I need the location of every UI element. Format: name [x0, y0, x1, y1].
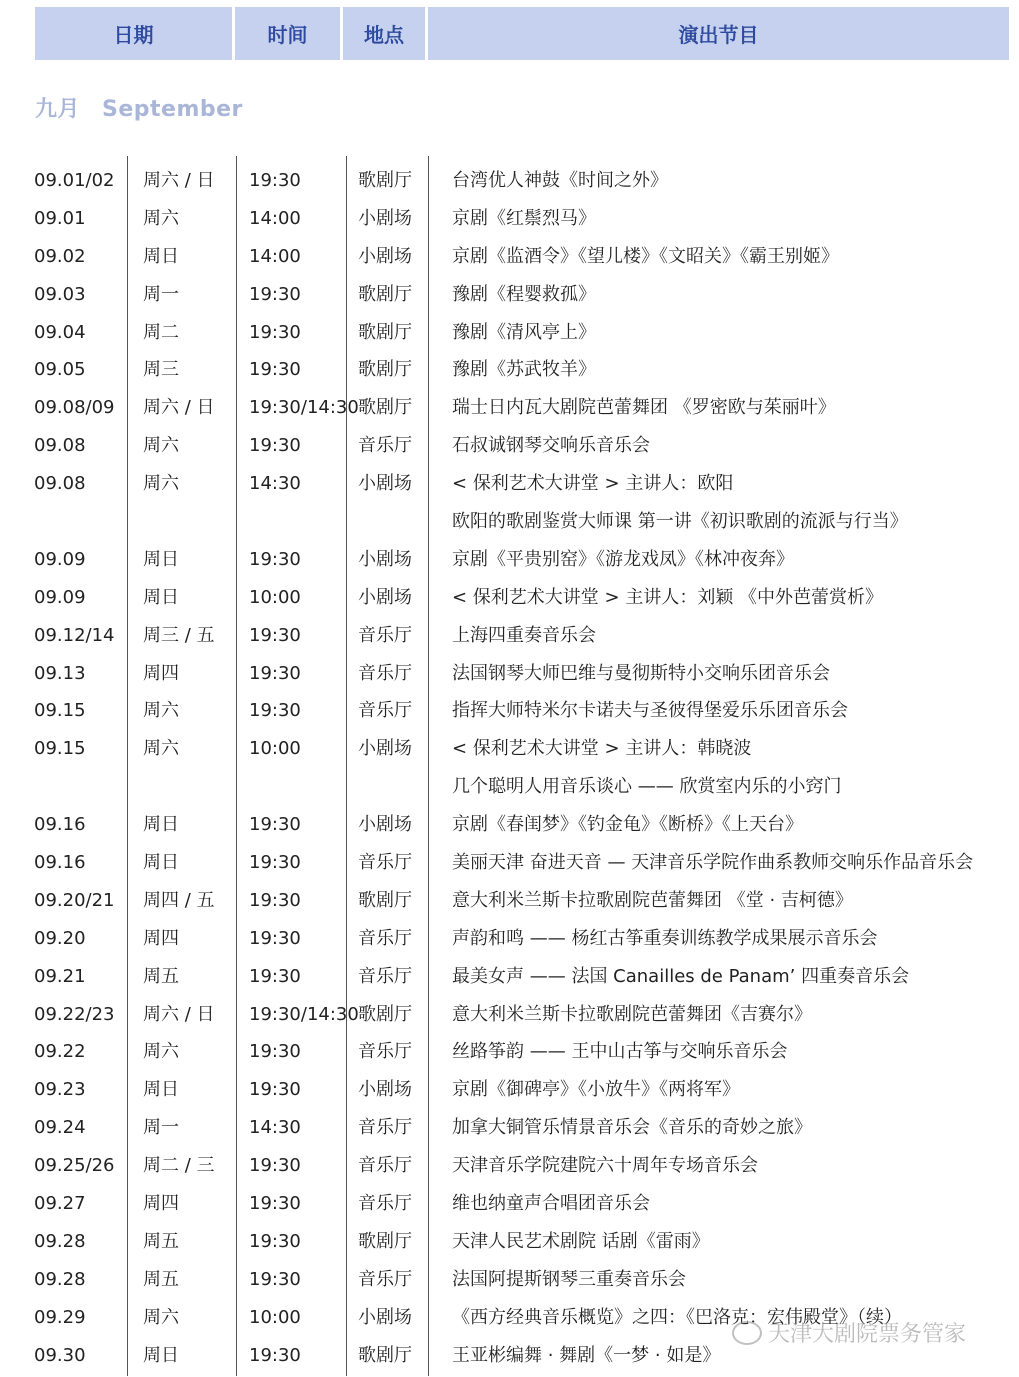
row-program: 王亚彬编舞 · 舞剧《一梦 · 如是》	[452, 1344, 721, 1366]
row-date: 09.23	[34, 1079, 86, 1101]
table-row	[0, 162, 1019, 200]
row-venue: 小剧场	[358, 207, 412, 229]
row-venue: 音乐厅	[358, 1193, 412, 1215]
row-day: 周五	[143, 1268, 179, 1290]
row-date: 09.27	[34, 1193, 86, 1215]
row-venue: 歌剧厅	[358, 889, 412, 911]
row-venue: 小剧场	[358, 586, 412, 608]
table-row	[0, 1033, 1019, 1071]
row-date: 09.08/09	[34, 397, 115, 419]
row-date: 09.16	[34, 852, 86, 874]
header-program: 演出节目	[428, 7, 1009, 60]
row-time: 19:30	[249, 965, 301, 987]
watermark-text: 天津大剧院票务管家	[768, 1322, 967, 1347]
row-venue: 歌剧厅	[358, 359, 412, 381]
row-time: 19:30	[249, 283, 301, 305]
row-program: 京剧《监酒令》《望儿楼》《文昭关》《霸王别姬》	[452, 245, 839, 267]
row-program: 加拿大铜管乐情景音乐会《音乐的奇妙之旅》	[452, 1117, 812, 1139]
row-day: 周六 / 日	[143, 170, 215, 191]
table-row	[0, 1261, 1019, 1299]
row-time: 14:30	[249, 1117, 301, 1139]
row-time: 19:30	[249, 1041, 301, 1063]
row-time: 14:00	[249, 207, 301, 229]
row-date: 09.02	[34, 245, 86, 267]
row-time: 14:00	[249, 245, 301, 267]
row-program: 法国阿提斯钢琴三重奏音乐会	[452, 1268, 686, 1290]
month-heading	[35, 92, 265, 123]
row-day: 周六	[143, 700, 179, 722]
row-day: 周日	[143, 586, 179, 608]
table-row	[0, 730, 1019, 768]
row-time: 19:30/14:30	[249, 1003, 359, 1025]
table-row	[0, 1147, 1019, 1185]
row-date: 09.30	[34, 1344, 86, 1366]
row-venue: 小剧场	[358, 1079, 412, 1101]
row-date: 09.25/26	[34, 1155, 115, 1177]
row-day: 周六 / 日	[143, 397, 215, 419]
row-time: 19:30	[249, 624, 301, 646]
row-date: 09.08	[34, 473, 86, 495]
row-program: 京剧《御碑亭》《小放牛》《两将军》	[452, 1079, 740, 1101]
row-venue: 音乐厅	[358, 1117, 412, 1139]
row-program: 欧阳的歌剧鉴赏大师课 第一讲《初识歌剧的流派与行当》	[452, 511, 908, 533]
row-venue: 小剧场	[358, 245, 412, 267]
table-row	[0, 920, 1019, 958]
row-program: 台湾优人神鼓《时间之外》	[452, 170, 668, 191]
row-program: 最美女声 —— 法国 Canailles de Panam’ 四重奏音乐会	[452, 965, 910, 987]
table-row	[0, 238, 1019, 276]
row-day: 周四	[143, 927, 179, 949]
row-date: 09.24	[34, 1117, 86, 1139]
table-row	[0, 844, 1019, 882]
row-program: 几个聪明人用音乐谈心 —— 欣赏室内乐的小窍门	[452, 776, 842, 798]
row-date: 09.09	[34, 586, 86, 608]
table-row	[0, 427, 1019, 465]
row-time: 10:00	[249, 738, 301, 760]
row-day: 周二 / 三	[143, 1155, 215, 1177]
table-row	[0, 579, 1019, 617]
row-date: 09.22/23	[34, 1003, 115, 1025]
row-venue: 音乐厅	[358, 662, 412, 684]
row-program: 石叔诚钢琴交响乐音乐会	[452, 435, 650, 457]
row-venue: 歌剧厅	[358, 283, 412, 305]
row-date: 09.22	[34, 1041, 86, 1063]
row-day: 周四	[143, 1193, 179, 1215]
row-program: 法国钢琴大师巴维与曼彻斯特小交响乐团音乐会	[452, 662, 830, 684]
row-date: 09.08	[34, 435, 86, 457]
row-day: 周六	[143, 435, 179, 457]
row-day: 周五	[143, 1230, 179, 1252]
row-date: 09.01	[34, 207, 86, 229]
row-venue: 音乐厅	[358, 435, 412, 457]
row-day: 周二	[143, 321, 179, 343]
row-program: 丝路筝韵 —— 王中山古筝与交响乐音乐会	[452, 1041, 788, 1063]
row-venue: 小剧场	[358, 1306, 412, 1328]
row-date: 09.03	[34, 283, 86, 305]
row-date: 09.13	[34, 662, 86, 684]
table-row	[0, 692, 1019, 730]
row-time: 19:30	[249, 321, 301, 343]
row-program: 豫剧《清风亭上》	[452, 321, 596, 343]
row-venue: 小剧场	[358, 548, 412, 570]
row-program: 京剧《春闺梦》《钓金龟》《断桥》《上天台》	[452, 814, 803, 836]
table-row	[0, 503, 1019, 541]
row-day: 周五	[143, 965, 179, 987]
row-date: 09.12/14	[34, 624, 115, 646]
row-time: 19:30	[249, 1193, 301, 1215]
table-row	[0, 1185, 1019, 1223]
row-day: 周六	[143, 1306, 179, 1328]
row-time: 19:30	[249, 889, 301, 911]
row-program: 《西方经典音乐概览》之四：《巴洛克：宏伟殿堂》（续）	[452, 1306, 902, 1328]
table-row	[0, 389, 1019, 427]
row-program: < 保利艺术大讲堂 > 主讲人：欧阳	[452, 473, 734, 495]
row-day: 周日	[143, 852, 179, 874]
row-venue: 歌剧厅	[358, 1344, 412, 1366]
row-program: 意大利米兰斯卡拉歌剧院芭蕾舞团《吉赛尔》	[452, 1003, 812, 1025]
row-time: 19:30/14:30	[249, 397, 359, 419]
row-program: 声韵和鸣 —— 杨红古筝重奏训练教学成果展示音乐会	[452, 927, 878, 949]
row-program: < 保利艺术大讲堂 > 主讲人：韩晓波	[452, 738, 752, 760]
table-row	[0, 1109, 1019, 1147]
row-day: 周一	[143, 283, 179, 305]
row-venue: 歌剧厅	[358, 1230, 412, 1252]
row-program: 维也纳童声合唱团音乐会	[452, 1193, 650, 1215]
row-venue: 音乐厅	[358, 700, 412, 722]
watermark	[732, 1317, 966, 1348]
row-program: 上海四重奏音乐会	[452, 624, 596, 646]
row-date: 09.20	[34, 927, 86, 949]
row-day: 周三	[143, 359, 179, 381]
month-cn: 九月	[35, 97, 81, 122]
row-time: 19:30	[249, 1268, 301, 1290]
row-program: < 保利艺术大讲堂 > 主讲人：刘颖 《中外芭蕾赏析》	[452, 586, 884, 608]
row-time: 19:30	[249, 814, 301, 836]
table-row	[0, 806, 1019, 844]
row-date: 09.21	[34, 965, 86, 987]
row-program: 天津音乐学院建院六十周年专场音乐会	[452, 1155, 758, 1177]
row-time: 19:30	[249, 1079, 301, 1101]
table-row	[0, 617, 1019, 655]
row-time: 19:30	[249, 435, 301, 457]
row-venue: 音乐厅	[358, 852, 412, 874]
row-venue: 小剧场	[358, 814, 412, 836]
row-venue: 歌剧厅	[358, 1003, 412, 1025]
row-time: 10:00	[249, 586, 301, 608]
row-date: 09.01/02	[34, 170, 115, 191]
row-time: 19:30	[249, 852, 301, 874]
header-venue: 地点	[343, 7, 428, 60]
row-date: 09.16	[34, 814, 86, 836]
row-time: 19:30	[249, 548, 301, 570]
row-program: 豫剧《苏武牧羊》	[452, 359, 596, 381]
row-date: 09.28	[34, 1230, 86, 1252]
row-day: 周日	[143, 245, 179, 267]
row-day: 周六 / 日	[143, 1003, 215, 1025]
row-venue: 歌剧厅	[358, 397, 412, 419]
row-day: 周四	[143, 662, 179, 684]
row-day: 周三 / 五	[143, 624, 215, 646]
row-venue: 音乐厅	[358, 1155, 412, 1177]
table-row	[0, 276, 1019, 314]
row-date: 09.09	[34, 548, 86, 570]
row-venue: 歌剧厅	[358, 170, 412, 191]
row-day: 周六	[143, 1041, 179, 1063]
table-row	[0, 465, 1019, 503]
row-time: 19:30	[249, 927, 301, 949]
row-time: 19:30	[249, 170, 301, 191]
row-date: 09.29	[34, 1306, 86, 1328]
row-date: 09.04	[34, 321, 86, 343]
row-program: 指挥大师特米尔卡诺夫与圣彼得堡爱乐乐团音乐会	[452, 700, 848, 722]
table-row	[0, 768, 1019, 806]
row-program: 美丽天津 奋进天音 — 天津音乐学院作曲系教师交响乐作品音乐会	[452, 852, 974, 874]
row-date: 09.15	[34, 738, 86, 760]
row-date: 09.20/21	[34, 889, 115, 911]
row-program: 意大利米兰斯卡拉歌剧院芭蕾舞团 《堂 · 吉柯德》	[452, 889, 853, 911]
table-row	[0, 1223, 1019, 1261]
month-en: September	[102, 97, 243, 122]
row-day: 周四 / 五	[143, 889, 215, 911]
row-time: 14:30	[249, 473, 301, 495]
row-program: 瑞士日内瓦大剧院芭蕾舞团 《罗密欧与茱丽叶》	[452, 397, 836, 419]
table-row	[0, 200, 1019, 238]
row-program: 京剧《平贵别窑》《游龙戏凤》《林冲夜奔》	[452, 548, 794, 570]
table-row	[0, 655, 1019, 693]
row-time: 10:00	[249, 1306, 301, 1328]
row-day: 周日	[143, 548, 179, 570]
row-date: 09.15	[34, 700, 86, 722]
row-day: 周一	[143, 1117, 179, 1139]
row-program: 京剧《红鬃烈马》	[452, 207, 596, 229]
row-venue: 音乐厅	[358, 1041, 412, 1063]
row-venue: 歌剧厅	[358, 321, 412, 343]
row-day: 周六	[143, 473, 179, 495]
table-row	[0, 351, 1019, 389]
wechat-icon	[732, 1321, 762, 1345]
row-program: 天津人民艺术剧院 话剧《雷雨》	[452, 1230, 710, 1252]
row-venue: 小剧场	[358, 738, 412, 760]
row-time: 19:30	[249, 1230, 301, 1252]
table-row	[0, 958, 1019, 996]
row-day: 周六	[143, 207, 179, 229]
row-date: 09.28	[34, 1268, 86, 1290]
row-time: 19:30	[249, 1344, 301, 1366]
header-time: 时间	[235, 7, 343, 60]
table-header	[35, 7, 1009, 60]
row-venue: 音乐厅	[358, 624, 412, 646]
row-date: 09.05	[34, 359, 86, 381]
table-row	[0, 882, 1019, 920]
row-program: 豫剧《程婴救孤》	[452, 283, 596, 305]
table-row	[0, 314, 1019, 352]
row-day: 周日	[143, 1344, 179, 1366]
row-day: 周日	[143, 814, 179, 836]
table-row	[0, 541, 1019, 579]
header-date: 日期	[35, 7, 235, 60]
row-venue: 音乐厅	[358, 927, 412, 949]
table-row	[0, 1071, 1019, 1109]
row-time: 19:30	[249, 1155, 301, 1177]
row-day: 周日	[143, 1079, 179, 1101]
row-venue: 音乐厅	[358, 965, 412, 987]
row-time: 19:30	[249, 700, 301, 722]
row-time: 19:30	[249, 662, 301, 684]
row-venue: 音乐厅	[358, 1268, 412, 1290]
row-time: 19:30	[249, 359, 301, 381]
schedule-table-body	[0, 162, 1019, 1375]
row-day: 周六	[143, 738, 179, 760]
row-venue: 小剧场	[358, 473, 412, 495]
table-row	[0, 996, 1019, 1034]
